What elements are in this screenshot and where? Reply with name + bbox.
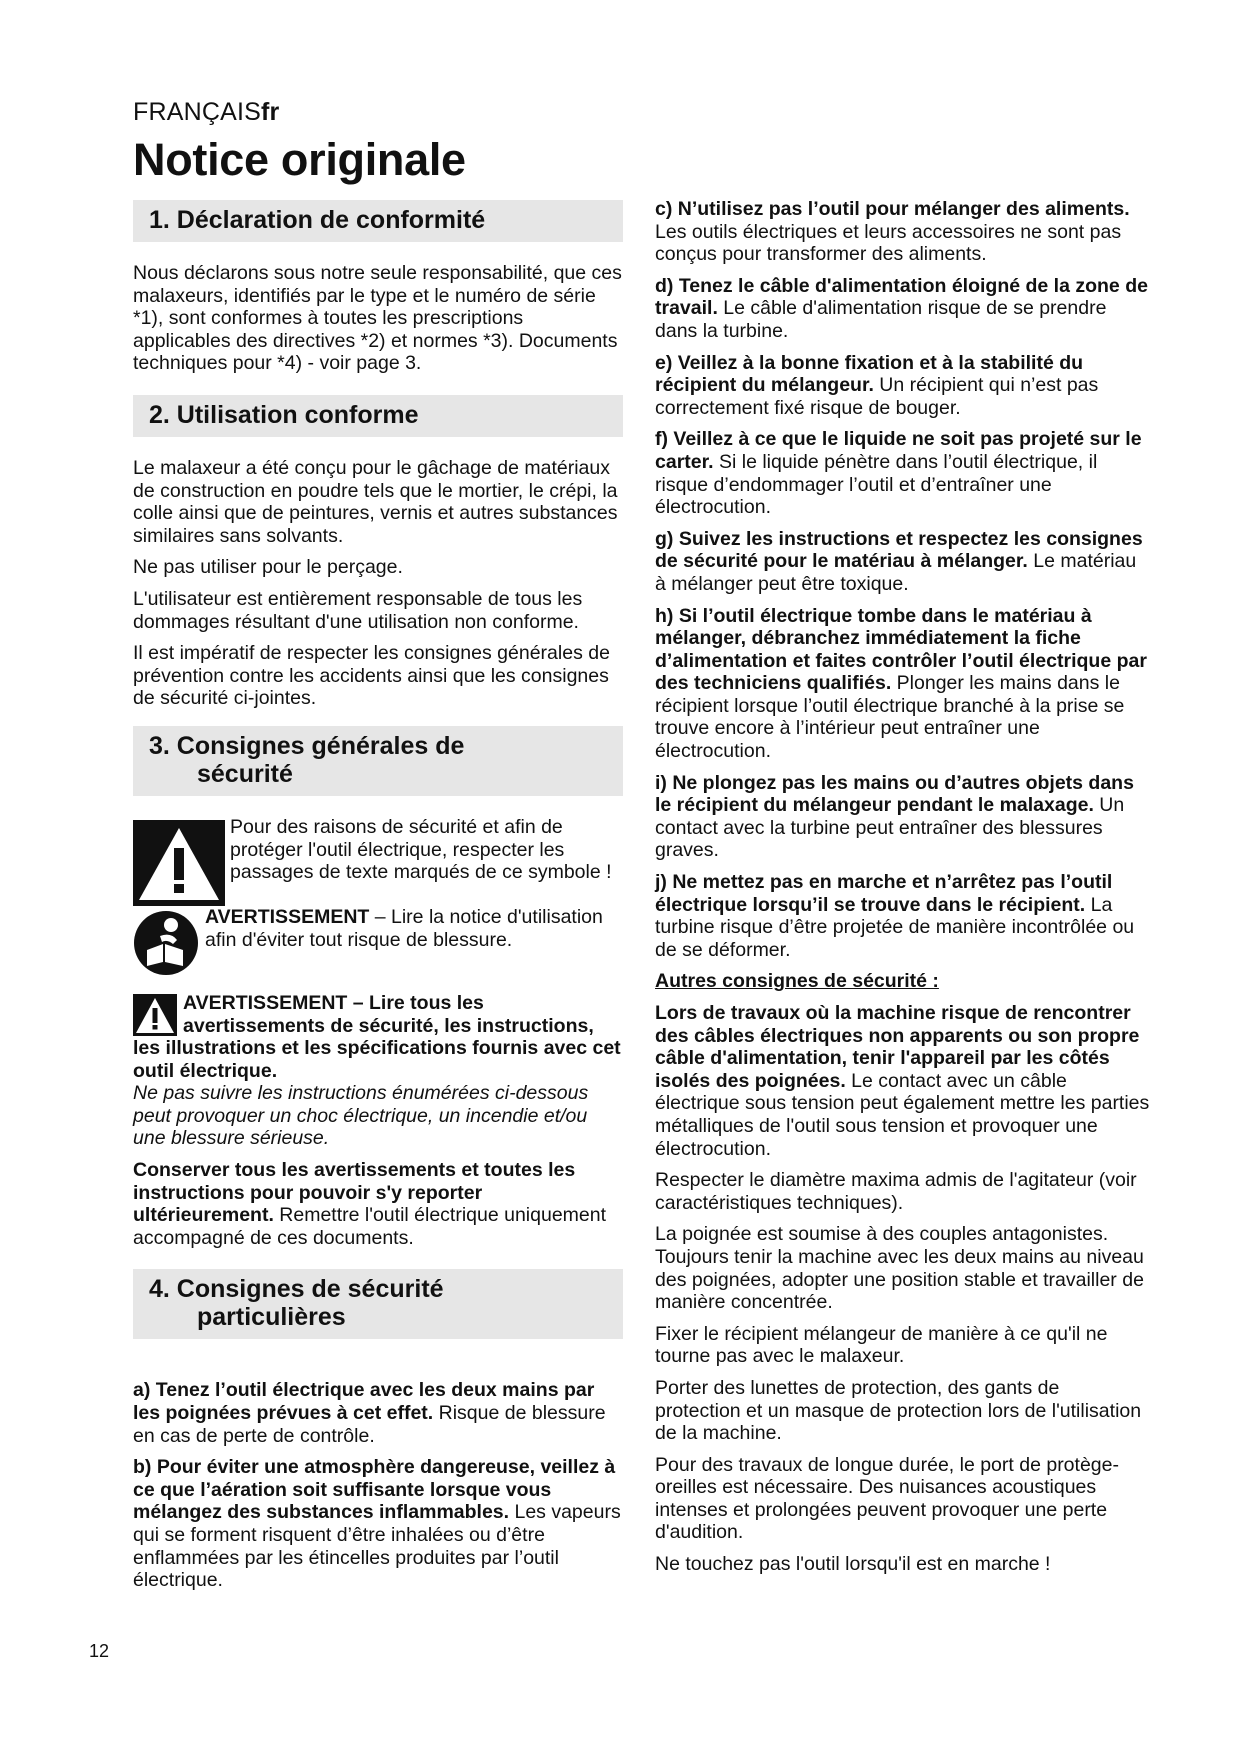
keep-instructions-bold: Conserver tous les avertissements et toutes les instructions pour pouvoir s'y reporter ultérieurement. xyxy=(133,1159,576,1227)
read-manual-icon xyxy=(133,910,199,976)
item-b xyxy=(133,1456,623,1592)
item-e-bold: e) Veillez à la bonne fixation et à la stabilité du récipient du mélangeur. xyxy=(655,351,1084,397)
section-3-heading-line-1: 3. Consignes générales de xyxy=(149,731,465,760)
item-e xyxy=(655,352,1150,420)
item-i-rest: Un contact avec la turbine peut entraîner des blessures graves. xyxy=(655,794,1125,862)
right-column xyxy=(655,198,1150,1576)
left-column xyxy=(133,200,623,1592)
item-a-bold: a) Tenez l’outil électrique avec les deux mains par les poignées prévues à cet effet. xyxy=(133,1379,595,1425)
section-3-heading-line-2: sécurité xyxy=(197,759,293,788)
warning-all-italic: Ne pas suivre les instructions énumérées ci-dessous peut provoquer un choc électrique, un incendie et/ou une blessure sérieuse. xyxy=(133,1082,589,1150)
warning-all-bold xyxy=(133,992,623,1082)
item-d-bold: d) Tenez le câble d'alimentation éloigné de la zone de travail. xyxy=(655,274,1148,320)
item-j xyxy=(655,871,1150,961)
section-2-heading: 2. Utilisation conforme xyxy=(133,395,623,437)
item-e-rest: Un récipient qui n’est pas correctement fixé risque de bouger. xyxy=(655,374,1099,419)
item-c xyxy=(655,198,1150,266)
section-1-paragraph: Nous déclarons sous notre seule responsabilité, que ces malaxeurs, identifiés par le type et le numéro de série *1), sont conformes à toutes les prescriptions applicables des directives *2) et normes *3). Documents techniques pour *4) - voir page 3. xyxy=(133,262,622,375)
language-label xyxy=(133,98,279,127)
item-c-rest: Les outils électriques et leurs accessoires ne sont pas conçus pour transformer des aliments. xyxy=(655,220,1122,266)
item-a-rest: Risque de blessure en cas de perte de contrôle. xyxy=(133,1402,606,1447)
section-3-heading xyxy=(133,726,623,796)
read-manual-bold: AVERTISSEMENT xyxy=(205,905,370,928)
read-manual-text xyxy=(205,906,623,951)
language-code: fr xyxy=(261,98,280,126)
other-3: La poignée est soumise à des couples antagonistes. Toujours tenir la machine avec les deux mains au niveau des poignées, adopter une position stable et travailler de manière concentrée. xyxy=(655,1223,1144,1314)
other-1-rest: Le contact avec un câble électrique sous tension peut également mettre les parties métalliques de l'outil sous tension et provoquer une électrocution. xyxy=(655,1069,1150,1160)
language-name: FRANÇAIS xyxy=(133,98,262,126)
item-d-rest: Le câble d'alimentation risque de se prendre dans la turbine. xyxy=(655,297,1107,342)
section-2-paragraph-1: Le malaxeur a été conçu pour le gâchage de matériaux de construction en poudre tels que le mortier, le crépi, la colle ainsi que de peintures, vernis et autres substances similaires sans solvants. xyxy=(133,456,618,547)
read-manual-note xyxy=(133,906,623,976)
item-j-rest: La turbine risque d’être projetée de manière incontrôlée ou de se déformer. xyxy=(655,893,1135,961)
other-2: Respecter le diamètre maxima admis de l'agitateur (voir caractéristiques techniques). xyxy=(655,1169,1137,1214)
other-safety-heading: Autres consignes de sécurité : xyxy=(655,970,939,993)
item-j-bold: j) Ne mettez pas en marche et n’arrêtez pas l’outil électrique lorsqu’il se trouve dans le récipient. xyxy=(655,871,1113,916)
keep-instructions-text xyxy=(133,1159,623,1249)
warning-all-block xyxy=(133,992,623,1150)
item-b-bold: b) Pour éviter une atmosphère dangereuse, veillez à ce que l’aération soit suffisante lorsque vous mélangez des substances inflammables. xyxy=(133,1456,616,1524)
item-a xyxy=(133,1379,623,1447)
other-5: Porter des lunettes de protection, des gants de protection et un masque de protection lors de l'utilisation de la machine. xyxy=(655,1376,1142,1445)
keep-instructions-rest: Remettre l'outil électrique uniquement accompagné de ces documents. xyxy=(133,1204,607,1249)
other-1 xyxy=(655,1002,1150,1160)
read-manual-rest: – Lire la notice d'utilisation afin d'éviter tout risque de blessure. xyxy=(205,905,603,951)
item-f-bold: f) Veillez à ce que le liquide ne soit pas projeté sur le carter. xyxy=(655,428,1142,473)
page-number: 12 xyxy=(89,1641,110,1661)
section-1-heading: 1. Déclaration de conformité xyxy=(133,200,623,242)
warning-triangle-icon xyxy=(133,820,225,906)
other-4: Fixer le récipient mélangeur de manière à ce qu'il ne tourne pas avec le malaxeur. xyxy=(655,1322,1108,1368)
item-d xyxy=(655,275,1150,343)
section-2-paragraph-4: Il est impératif de respecter les consignes générales de prévention contre les accidents ainsi que les consignes de sécurité ci-jointes. xyxy=(133,642,610,710)
item-g-rest: Le matériau à mélanger peut être toxique. xyxy=(655,550,1137,595)
item-b-rest: Les vapeurs qui se forment risquent d’être inhalées ou d’être enflammées par les étincelles produites par l’outil électrique. xyxy=(133,1501,621,1592)
warning-symbol-note xyxy=(133,816,623,906)
item-h-bold: h) Si l’outil électrique tombe dans le matériau à mélanger, débranchez immédiatement la fiche d’alimentation et faites contrôler l’outil électrique par des techniciens qualifiés. xyxy=(655,604,1147,695)
item-i xyxy=(655,772,1150,862)
section-2-paragraph-2: Ne pas utiliser pour le perçage. xyxy=(133,556,403,579)
item-h-rest: Plonger les mains dans le récipient lorsque l’outil électrique branché à la prise se trouve encore à l’intérieur peut entraîner une électrocution. xyxy=(655,672,1125,763)
item-i-bold: i) Ne plongez pas les mains ou d’autres objets dans le récipient du mélangeur pendant le malaxage. xyxy=(655,771,1134,817)
page-title: Notice originale xyxy=(133,134,466,185)
warning-triangle-small-icon xyxy=(133,994,177,1036)
warning-all-bold-text: AVERTISSEMENT – Lire tous les avertissements de sécurité, les instructions, les illustrations et les spécifications fournis avec cet outil électrique. xyxy=(133,991,621,1082)
other-7: Ne touchez pas l'outil lorsqu'il est en marche ! xyxy=(655,1553,1051,1576)
item-h xyxy=(655,605,1150,763)
item-g-bold: g) Suivez les instructions et respectez les consignes de sécurité pour le matériau à mélanger. xyxy=(655,527,1143,573)
warning-symbol-text: Pour des raisons de sécurité et afin de protéger l'outil électrique, respecter les passages de texte marqués de ce symbole ! xyxy=(230,815,612,884)
other-1-bold: Lors de travaux où la machine risque de rencontrer des câbles électriques non apparents ou son propre câble d'alimentation, tenir l'appareil par les côtés isolés des poignées. xyxy=(655,1002,1140,1092)
section-4-heading-line-2: particulières xyxy=(197,1303,346,1332)
item-c-bold: c) N’utilisez pas l’outil pour mélanger des aliments. xyxy=(655,198,1130,220)
item-f xyxy=(655,428,1150,518)
item-f-rest: Si le liquide pénètre dans l’outil électrique, il risque d’endommager l’outil et d’entraîner une électrocution. xyxy=(655,450,1098,519)
section-4-heading-line-1: 4. Consignes de sécurité xyxy=(149,1275,444,1304)
section-2-paragraph-3: L'utilisateur est entièrement responsable de tous les dommages résultant d'une utilisation non conforme. xyxy=(133,587,583,633)
other-6: Pour des travaux de longue durée, le port de protège-oreilles est nécessaire. Des nuisances acoustiques intenses et prolongées peuvent provoquer une perte d'audition. xyxy=(655,1453,1119,1544)
item-g xyxy=(655,528,1150,596)
section-4-heading xyxy=(133,1269,623,1339)
